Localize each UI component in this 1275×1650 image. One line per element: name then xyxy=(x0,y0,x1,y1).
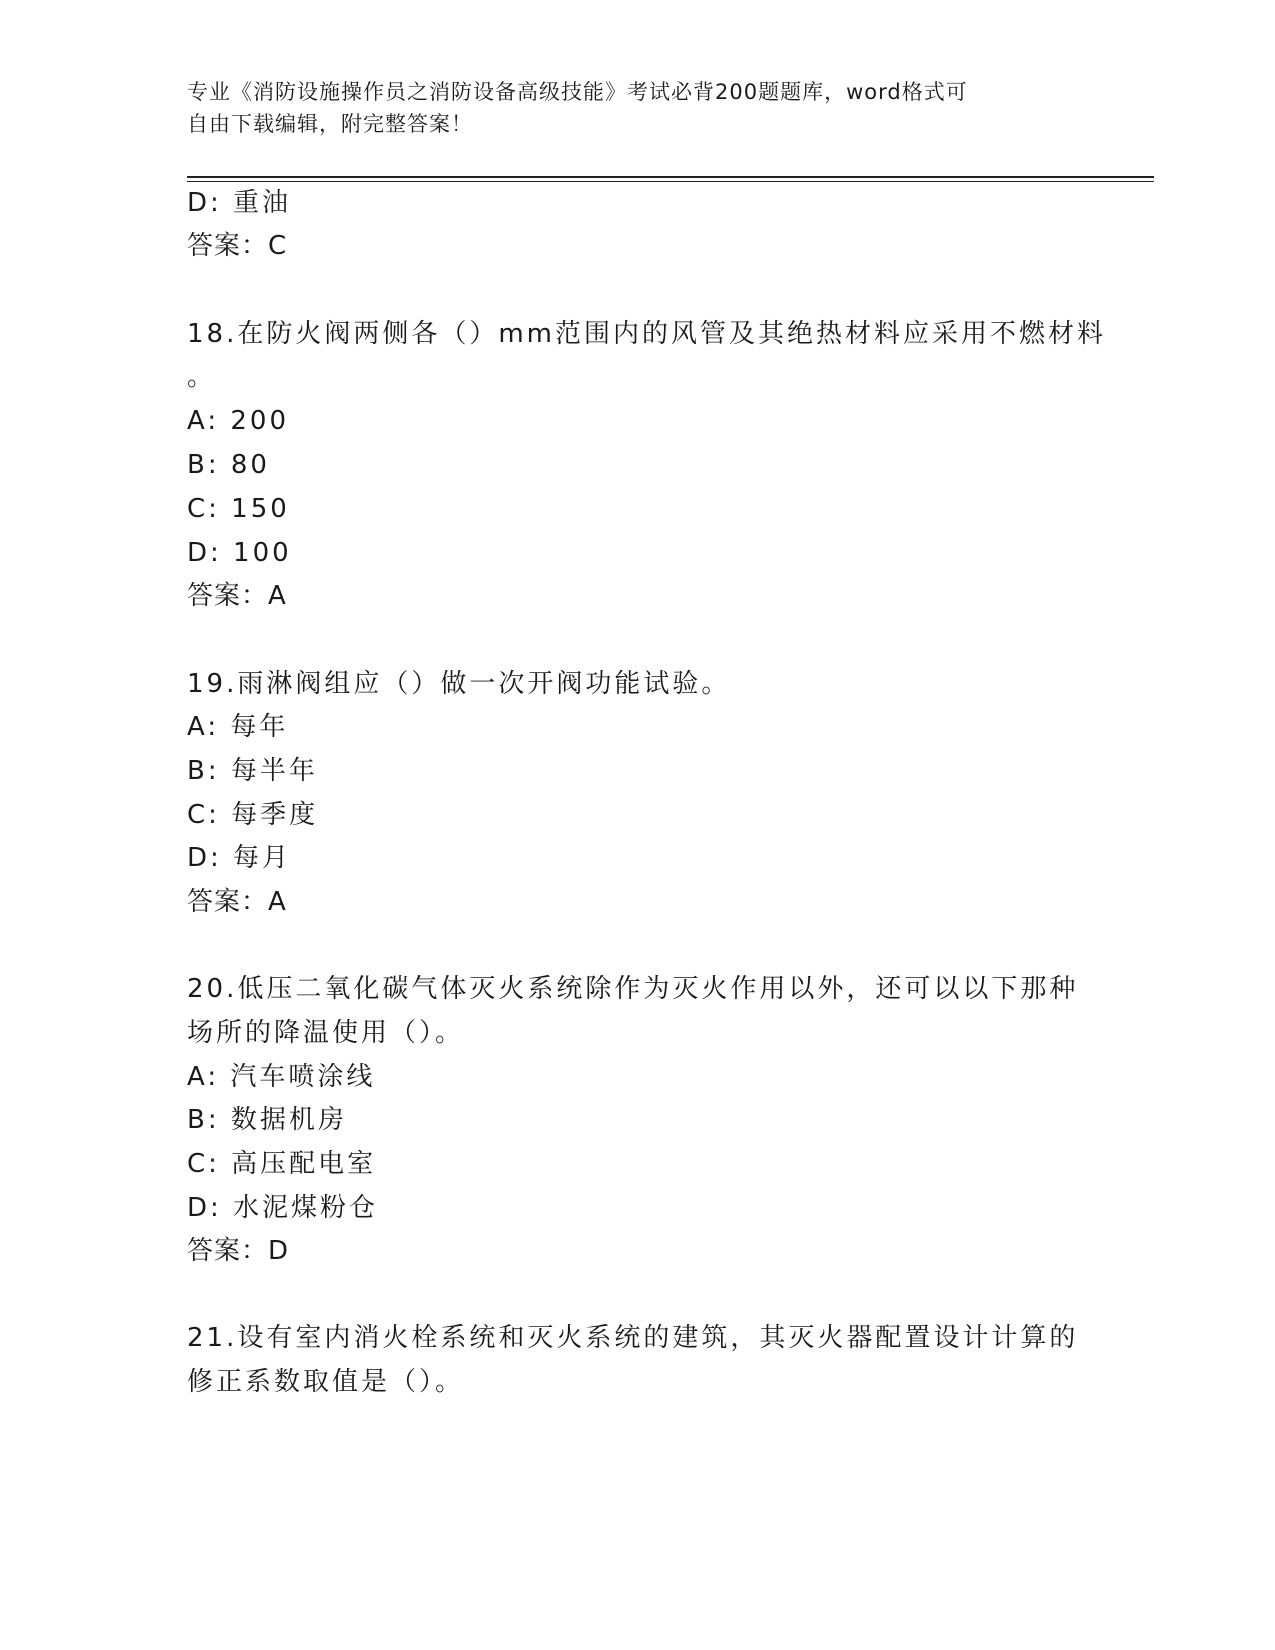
document-header xyxy=(187,76,1067,140)
q19-answer: 答案：A xyxy=(187,887,287,917)
q19-option-d: D: 每月 xyxy=(187,843,292,873)
q18-stem-line-2: 。 xyxy=(187,362,217,392)
header-divider-thick xyxy=(187,176,1154,178)
q19-option-b: B: 每半年 xyxy=(187,756,318,786)
q18-stem-line-1: 18.在防火阀两侧各（）mm范围内的风管及其绝热材料应采用不燃材料 xyxy=(187,319,1107,349)
q18-option-c: C: 150 xyxy=(187,494,290,524)
q18-answer: 答案：A xyxy=(187,581,287,611)
q18-option-d: D: 100 xyxy=(187,538,292,568)
q20-option-a: A: 汽车喷涂线 xyxy=(187,1062,376,1092)
q20-option-d: D: 水泥煤粉仓 xyxy=(187,1193,379,1223)
q20-option-c: C: 高压配电室 xyxy=(187,1149,377,1179)
prev-question-answer: 答案：C xyxy=(187,231,288,261)
q20-stem-line-1: 20.低压二氧化碳气体灭火系统除作为灭火作用以外，还可以以下那种 xyxy=(187,974,1079,1004)
q20-stem-line-2: 场所的降温使用（）。 xyxy=(187,1018,465,1048)
header-title-line-1: 专业《消防设施操作员之消防设备高级技能》考试必背200题题库，word格式可 xyxy=(187,80,968,104)
q19-stem-line-1: 19.雨淋阀组应（）做一次开阀功能试验。 xyxy=(187,669,731,699)
q19-option-a: A: 每年 xyxy=(187,712,289,742)
q18-option-b: B: 80 xyxy=(187,450,270,480)
header-divider-thin xyxy=(187,181,1154,182)
q21-stem-line-1: 21.设有室内消火栓系统和灭火系统的建筑，其灭火器配置设计计算的 xyxy=(187,1323,1079,1353)
q20-option-b: B: 数据机房 xyxy=(187,1105,347,1135)
header-title-line-2: 自由下载编辑，附完整答案！ xyxy=(187,112,473,136)
q20-answer: 答案：D xyxy=(187,1236,290,1266)
q21-stem-line-2: 修正系数取值是（）。 xyxy=(187,1367,465,1397)
q18-option-a: A: 200 xyxy=(187,406,289,436)
q19-option-c: C: 每季度 xyxy=(187,800,319,830)
prev-question-option-d: D: 重油 xyxy=(187,188,292,218)
